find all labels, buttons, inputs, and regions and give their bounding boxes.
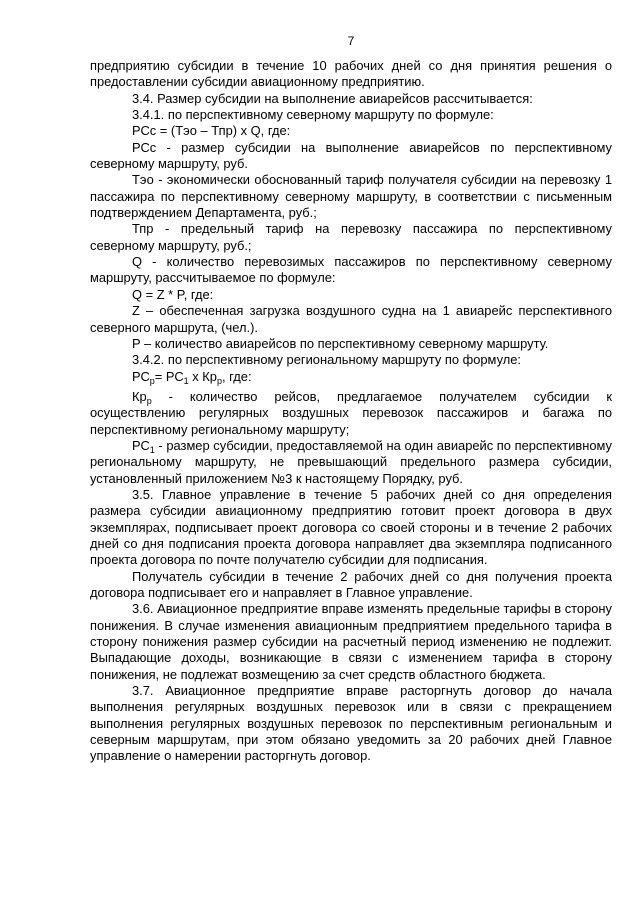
formula-rsp (90, 369, 612, 385)
subscript: р (216, 375, 222, 386)
subscript: 1 (183, 375, 189, 386)
formula-rsp-part: = РС (154, 368, 184, 384)
paragraph-3-4-1: 3.4.1. по перспективному северному маршруту по формуле: (132, 107, 494, 123)
paragraph-3-7: 3.7. Авиационное предприятие вправе расторгнуть договор до начала выполнения регулярных воздушных перевозок или в связи с прекращением выполнения регулярных воздушных перевозок по перспективным региональным и северным маршрутам, при этом обязано уведомить за 20 рабочих дней Главное управление о намерении расторгнуть договор. (90, 683, 612, 764)
formula-rsc: РСс = (Тэо – Тпр) х Q, где: (132, 123, 291, 139)
formula-rsp-part: х Кр (188, 368, 217, 384)
definition-q: Q - количество перевозимых пассажиров по перспективному северному маршруту, рассчитываемое по формуле: (90, 254, 612, 286)
paragraph-continuation: предприятию субсидии в течение 10 рабочих дней со дня принятия решения о предоставлении субсидии авиационному предприятию. (90, 58, 612, 90)
paragraph-3-5: 3.5. Главное управление в течение 5 рабочих дней со дня определения размера субсидии авиационному предприятию готовит проект договора в двух экземплярах, подписывает проект договора со своей стороны и в течение 2 рабочих дней со дня подписания проекта договора направляет два экземпляра подписанного проекта договора по почте получателю субсидии для подписания. (90, 486, 612, 568)
formula-rsp-part: , где: (221, 368, 252, 384)
subscript: р (149, 375, 155, 386)
definition-p: P – количество авиарейсов по перспективному северному маршруту. (132, 335, 549, 351)
definition-krp (90, 389, 612, 438)
page-number: 7 (347, 34, 355, 48)
paragraph-3-4-2: 3.4.2. по перспективному региональному маршруту по формуле: (132, 352, 521, 368)
definition-z: Z – обеспеченная загрузка воздушного судна на 1 авиарейс перспективного северного маршрута, (чел.). (90, 303, 612, 335)
definition-tpr: Тпр - предельный тариф на перевозку пассажира по перспективному северному маршруту, руб.; (90, 221, 612, 253)
subscript: 1 (149, 444, 155, 455)
paragraph-3-4: 3.4. Размер субсидии на выполнение авиарейсов рассчитывается: (132, 90, 533, 106)
definition-rs1 (90, 438, 612, 487)
definition-teo: Тэо - экономически обоснованный тариф получателя субсидии на перевозку 1 пассажира по перспективному северному маршруту, в соответствии с письменным подтверждением Департамента, руб.; (90, 172, 612, 221)
definition-rsc: РСс - размер субсидии на выполнение авиарейсов по перспективному северному маршруту, руб. (90, 139, 612, 172)
paragraph-3-5-recipient: Получатель субсидии в течение 2 рабочих дней со дня получения проекта договора подписывает его и направляет в Главное управление. (90, 568, 612, 600)
definition-text: - размер субсидии, предоставляемой на один авиарейс по перспективному региональному маршруту, не превышающий предельного размера субсидии, установленный приложением №3 к настоящему Порядку, руб. (90, 437, 612, 486)
term-rs1: РС (132, 437, 150, 453)
document-page (90, 0, 612, 765)
formula-rsp-part: РС (132, 368, 150, 384)
subscript: р (146, 395, 152, 406)
definition-text: - количество рейсов, предлагаемое получателем субсидии к осуществлению регулярных воздушных перевозок пассажиров и багажа по перспективному региональному маршруту; (90, 388, 612, 437)
term-krp: Кр (132, 388, 147, 404)
paragraph-3-6: 3.6. Авиационное предприятие вправе изменять предельные тарифы в сторону понижения. В случае изменения авиационным предприятием предельного тарифа в сторону понижения размер субсидии на расчетный период изменению не подлежит. Выпадающие доходы, возникающие в связи с изменением тарифа в сторону понижения, не подлежат возмещению за счет средств областного бюджета. (90, 601, 612, 682)
formula-q: Q = Z * P, где: (132, 286, 214, 302)
